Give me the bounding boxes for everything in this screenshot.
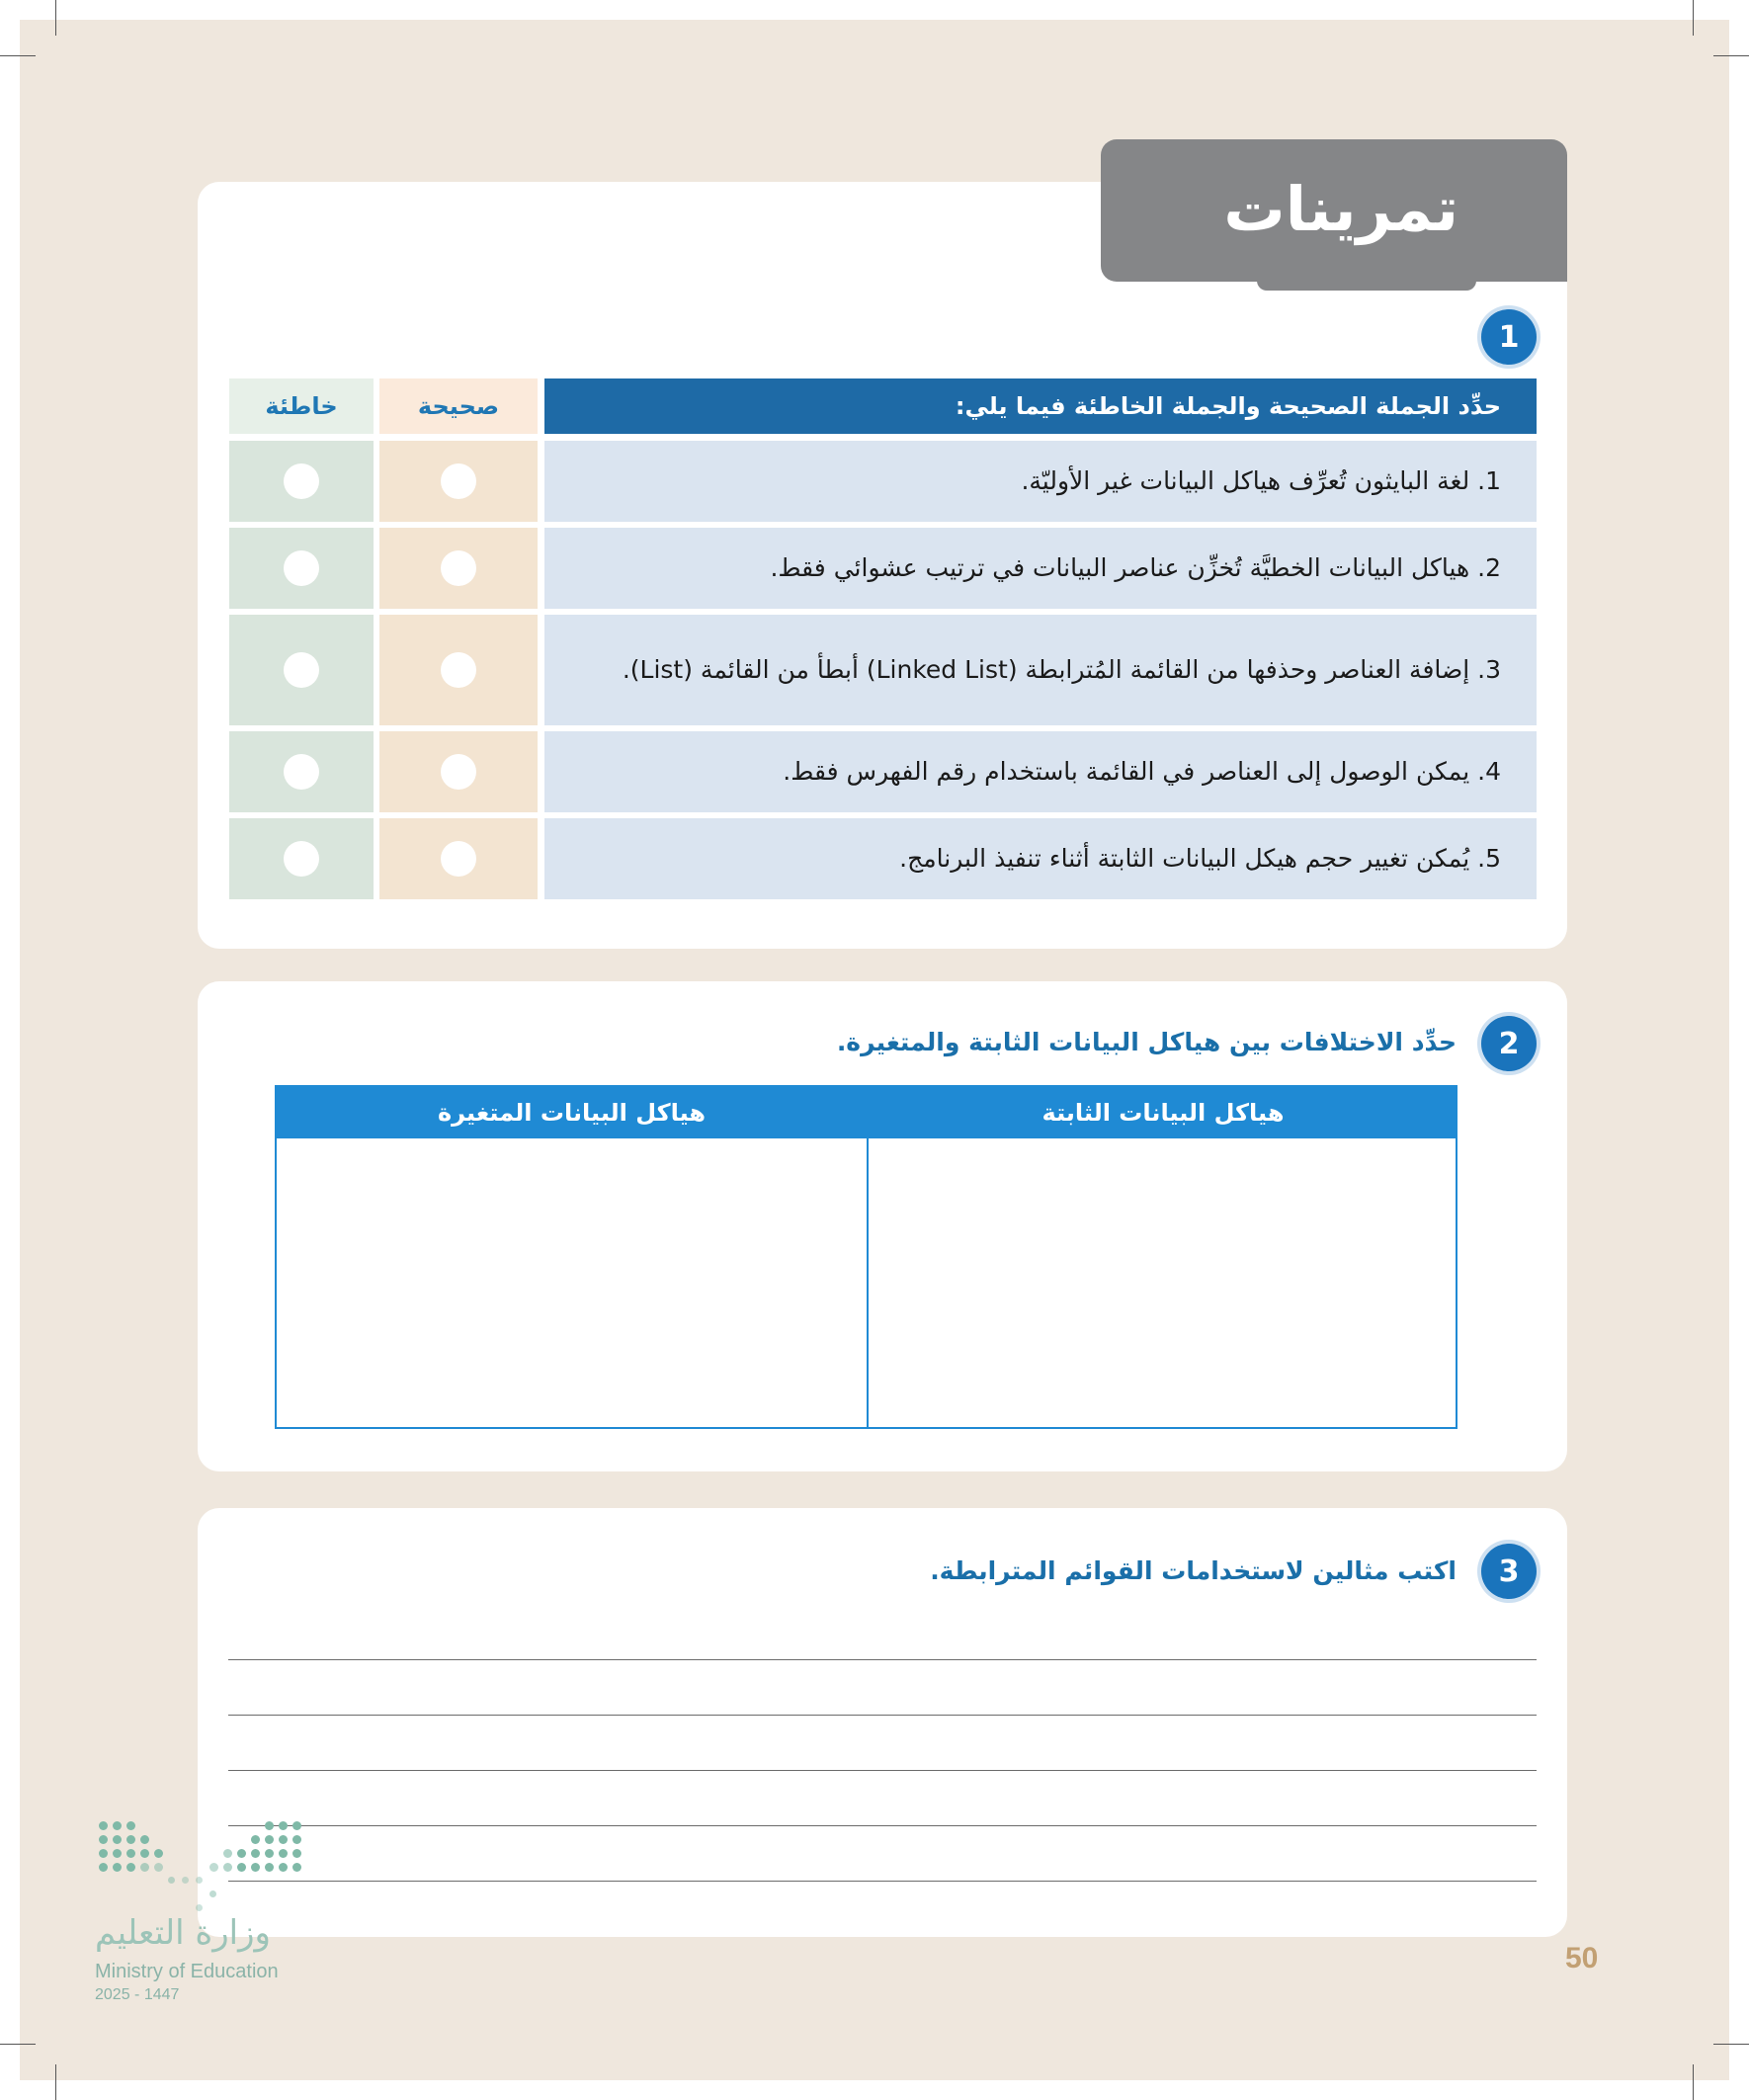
true-cell-1 xyxy=(379,441,538,522)
statement-row-3: 3. إضافة العناصر وحذفها من القائمة المُترابطة (Linked List) أبطأ من القائمة (List). xyxy=(544,615,1537,725)
crop-mark xyxy=(0,2044,36,2045)
page-title: تمرينات xyxy=(1223,173,1458,245)
true-radio-3[interactable] xyxy=(441,652,476,688)
dynamic-answer-area[interactable] xyxy=(277,1138,867,1427)
true-radio-4[interactable] xyxy=(441,754,476,790)
true-radio-1[interactable] xyxy=(441,463,476,499)
dynamic-structures-header: هياكل البيانات المتغيرة xyxy=(277,1087,867,1138)
static-answer-area[interactable] xyxy=(869,1138,1456,1427)
true-radio-5[interactable] xyxy=(441,841,476,877)
exercise-3-badge: 3 xyxy=(1481,1544,1537,1599)
true-cell-3 xyxy=(379,615,538,725)
true-cell-5 xyxy=(379,818,538,899)
crop-mark xyxy=(0,55,36,56)
answer-line-4[interactable] xyxy=(228,1825,1537,1826)
crop-mark xyxy=(1693,0,1694,36)
exercise-1-badge: 1 xyxy=(1481,309,1537,365)
statement-row-1: 1. لغة البايثون تُعرِّف هياكل البيانات غير الأوليّة. xyxy=(544,441,1537,522)
true-column-header: صحيحة xyxy=(379,378,538,434)
false-column-header: خاطئة xyxy=(229,378,374,434)
false-radio-3[interactable] xyxy=(284,652,319,688)
false-radio-5[interactable] xyxy=(284,841,319,877)
ministry-name-arabic: وزارة التعليم xyxy=(95,1913,271,1953)
answer-line-1[interactable] xyxy=(228,1659,1537,1660)
answer-line-5[interactable] xyxy=(228,1881,1537,1882)
crop-mark xyxy=(55,2064,56,2100)
statement-row-2: 2. هياكل البيانات الخطيَّة تُخزِّن عناصر البيانات في ترتيب عشوائي فقط. xyxy=(544,528,1537,609)
false-radio-1[interactable] xyxy=(284,463,319,499)
crop-mark xyxy=(1693,2064,1694,2100)
true-radio-2[interactable] xyxy=(441,550,476,586)
exercise-2-question: حدِّد الاختلافات بين هياكل البيانات الثابتة والمتغيرة. xyxy=(836,1028,1457,1056)
statement-row-4: 4. يمكن الوصول إلى العناصر في القائمة باستخدام رقم الفهرس فقط. xyxy=(544,731,1537,812)
false-cell-5 xyxy=(229,818,374,899)
title-tab xyxy=(1101,139,1567,282)
static-structures-header: هياكل البيانات الثابتة xyxy=(869,1087,1458,1138)
false-cell-3 xyxy=(229,615,374,725)
page-number: 50 xyxy=(1565,1942,1599,1974)
crop-mark xyxy=(1713,2044,1749,2045)
crop-mark xyxy=(1713,55,1749,56)
false-cell-2 xyxy=(229,528,374,609)
answer-line-3[interactable] xyxy=(228,1770,1537,1771)
edition-year: 2025 - 1447 xyxy=(95,1986,180,2003)
exercise-3-question: اكتب مثالين لاستخدامات القوائم المترابطة. xyxy=(930,1556,1457,1585)
crop-mark xyxy=(55,0,56,36)
false-cell-1 xyxy=(229,441,374,522)
comparison-table xyxy=(275,1085,1458,1429)
false-radio-4[interactable] xyxy=(284,754,319,790)
statement-row-5: 5. يُمكن تغيير حجم هيكل البيانات الثابتة أثناء تنفيذ البرنامج. xyxy=(544,818,1537,899)
true-cell-2 xyxy=(379,528,538,609)
answer-line-2[interactable] xyxy=(228,1715,1537,1716)
true-cell-4 xyxy=(379,731,538,812)
exercise-1-instruction: حدِّد الجملة الصحيحة والجملة الخاطئة فيما يلي: xyxy=(544,378,1537,434)
exercise-2-badge: 2 xyxy=(1481,1016,1537,1071)
ministry-name-english: Ministry of Education xyxy=(95,1961,279,1982)
false-radio-2[interactable] xyxy=(284,550,319,586)
false-cell-4 xyxy=(229,731,374,812)
